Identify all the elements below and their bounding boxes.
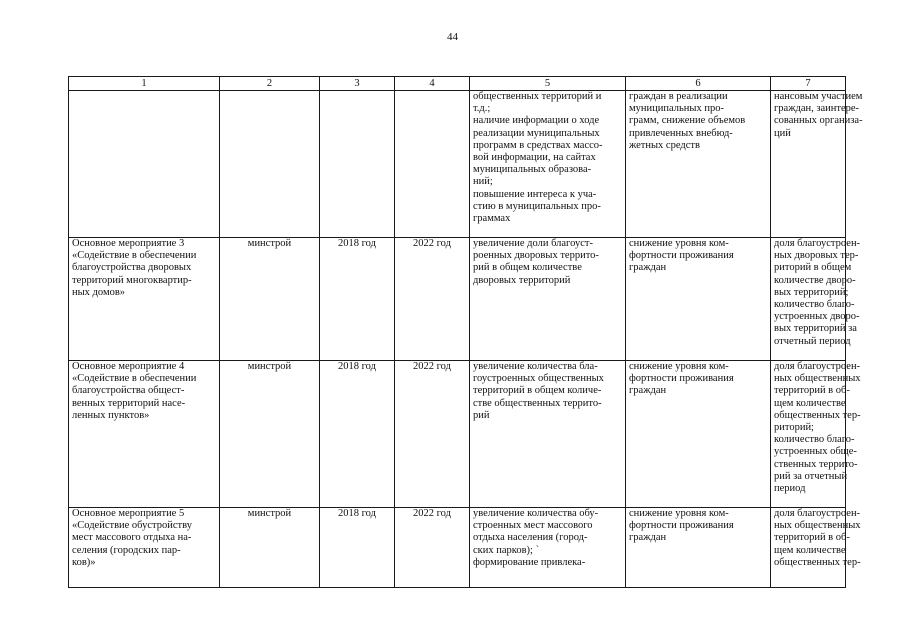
cell-line: ков)» (72, 556, 96, 568)
cell-line: увеличение количества обу- (473, 508, 599, 519)
indicator-cell (771, 238, 861, 361)
cell-line: риторий в общем (774, 262, 852, 274)
cell-line: доля благоустроен- (774, 361, 861, 372)
cell-line: вых территорий; (774, 286, 849, 298)
cell-line: фортности проживания (629, 250, 734, 262)
cell-line: сованных организа- (774, 115, 863, 127)
responsible-cell: минстрой (220, 361, 320, 508)
cell-line: «Содействие обустройству (72, 520, 192, 532)
cell-line: граммах (473, 213, 511, 225)
cell-line: период (774, 483, 806, 495)
cell-line: территорий многоквартир- (72, 274, 192, 286)
cell-line: ских парков); ` (473, 544, 540, 556)
cell-line: ственных террито- (774, 458, 858, 470)
cell-line: снижение уровня ком- (629, 508, 729, 519)
cell-line: программ в средствах массо- (473, 139, 603, 151)
consequence-cell (626, 508, 771, 588)
cell-line: устроенных обще- (774, 446, 857, 458)
cell-line: отдыха населения (город- (473, 532, 588, 544)
cell-line: увеличение доли благоуст- (473, 238, 593, 249)
cell-line: общественных тер- (774, 556, 861, 568)
table-header-row (69, 77, 846, 91)
cell-line: муниципальных про- (629, 103, 724, 115)
measure-name-cell (69, 361, 220, 508)
consequence-cell (626, 91, 771, 238)
start-year-cell (320, 91, 395, 238)
cell-line: повышение интереса к уча- (473, 188, 597, 200)
cell-line: ных общественных (774, 373, 861, 385)
cell-line: доля благоустроен- (774, 238, 861, 249)
cell-line: количество благо- (774, 299, 855, 311)
consequence-cell (626, 238, 771, 361)
cell-line: снижение уровня ком- (629, 238, 729, 249)
cell-line: отчетный период (774, 335, 851, 347)
cell-line: формирование привлека- (473, 556, 586, 568)
cell-line: снижение уровня ком- (629, 361, 729, 372)
cell-line: устроенных дворо- (774, 311, 860, 323)
cell-line: нансовым участием (774, 91, 863, 102)
cell-line: Основное мероприятие 4 (72, 361, 185, 372)
cell-line: Основное мероприятие 3 (72, 238, 185, 249)
cell-line: общественных тер- (774, 409, 861, 421)
table-row (69, 361, 846, 508)
cell-line: гоустроенных общественных (473, 373, 604, 385)
cell-line: ных дворовых тер- (774, 250, 859, 262)
cell-line: территорий в об- (774, 385, 850, 397)
cell-line: граждан (629, 262, 667, 274)
cell-line: реализации муниципальных (473, 127, 600, 139)
responsible-cell: минстрой (220, 508, 320, 588)
end-year-cell: 2022 год (395, 238, 470, 361)
cell-line: «Содействие в обеспечении (72, 373, 197, 385)
measure-name-cell (69, 238, 220, 361)
header-cell: 5 (470, 77, 626, 91)
cell-line: щем количестве (774, 544, 846, 556)
cell-line: территорий в общем количе- (473, 385, 602, 397)
cell-line: жетных средств (629, 139, 700, 151)
consequence-cell (626, 361, 771, 508)
end-year-cell: 2022 год (395, 508, 470, 588)
cell-line: ний; (473, 176, 493, 188)
cell-line: граждан (629, 532, 667, 544)
header-cell: 3 (320, 77, 395, 91)
cell-line: стию в муниципальных про- (473, 200, 601, 212)
expected-result-cell (470, 238, 626, 361)
expected-result-cell (470, 91, 626, 238)
measure-name-cell (69, 91, 220, 238)
cell-line: ленных пунктов» (72, 409, 150, 421)
cell-line: благоустройства общест- (72, 385, 185, 397)
header-cell: 6 (626, 77, 771, 91)
table-row (69, 238, 846, 361)
cell-line: привлеченных внебюд- (629, 127, 733, 139)
cell-line: граждан в реализации (629, 91, 728, 102)
cell-line: стве общественных террито- (473, 397, 602, 409)
responsible-cell (220, 91, 320, 238)
table-row (69, 91, 846, 238)
cell-line: муниципальных образова- (473, 164, 592, 176)
cell-line: ций (774, 127, 791, 139)
cell-line: количестве дворо- (774, 274, 856, 286)
cell-line: увеличение количества бла- (473, 361, 598, 372)
end-year-cell (395, 91, 470, 238)
cell-line: венных территорий насе- (72, 397, 186, 409)
indicator-cell (771, 508, 861, 588)
cell-line: общественных территорий и (473, 91, 602, 102)
header-cell: 4 (395, 77, 470, 91)
cell-line: селения (городских пар- (72, 544, 181, 556)
cell-line: грамм, снижение объемов (629, 115, 746, 127)
cell-line: роенных дворовых террито- (473, 250, 599, 262)
cell-line: благоустройства дворовых (72, 262, 192, 274)
table-row (69, 508, 846, 588)
header-cell: 2 (220, 77, 320, 91)
end-year-cell: 2022 год (395, 361, 470, 508)
cell-line: ных общественных (774, 520, 861, 532)
cell-line: «Содействие в обеспечении (72, 250, 197, 262)
cell-line: ных домов» (72, 286, 126, 298)
cell-line: граждан (629, 385, 667, 397)
cell-line: Основное мероприятие 5 (72, 508, 185, 519)
measures-table (68, 76, 863, 588)
cell-line: рий (473, 409, 490, 421)
cell-line: рий в общем количестве (473, 262, 582, 274)
cell-line: территорий в об- (774, 532, 850, 544)
cell-line: строенных мест массового (473, 520, 593, 532)
cell-line: доля благоустроен- (774, 508, 861, 519)
responsible-cell: минстрой (220, 238, 320, 361)
indicator-cell (771, 361, 861, 508)
cell-line: количество благо- (774, 434, 855, 446)
expected-result-cell (470, 361, 626, 508)
cell-line: вых территорий за (774, 323, 857, 335)
page-number: 44 (447, 31, 458, 43)
cell-line: щем количестве (774, 397, 846, 409)
cell-line: т.д.; (473, 103, 491, 115)
cell-line: фортности проживания (629, 373, 734, 385)
measure-name-cell (69, 508, 220, 588)
header-cell: 7 (771, 77, 846, 91)
cell-line: рий за отчетный (774, 470, 848, 482)
cell-line: фортности проживания (629, 520, 734, 532)
header-cell: 1 (69, 77, 220, 91)
start-year-cell: 2018 год (320, 508, 395, 588)
cell-line: мест массового отдыха на- (72, 532, 192, 544)
cell-line: наличие информации о ходе (473, 115, 600, 127)
cell-line: вой информации, на сайтах (473, 152, 596, 164)
expected-result-cell (470, 508, 626, 588)
start-year-cell: 2018 год (320, 238, 395, 361)
cell-line: риторий; (774, 422, 814, 434)
cell-line: граждан, заинтере- (774, 103, 860, 115)
indicator-cell (771, 91, 863, 238)
cell-line: дворовых территорий (473, 274, 571, 286)
start-year-cell: 2018 год (320, 361, 395, 508)
